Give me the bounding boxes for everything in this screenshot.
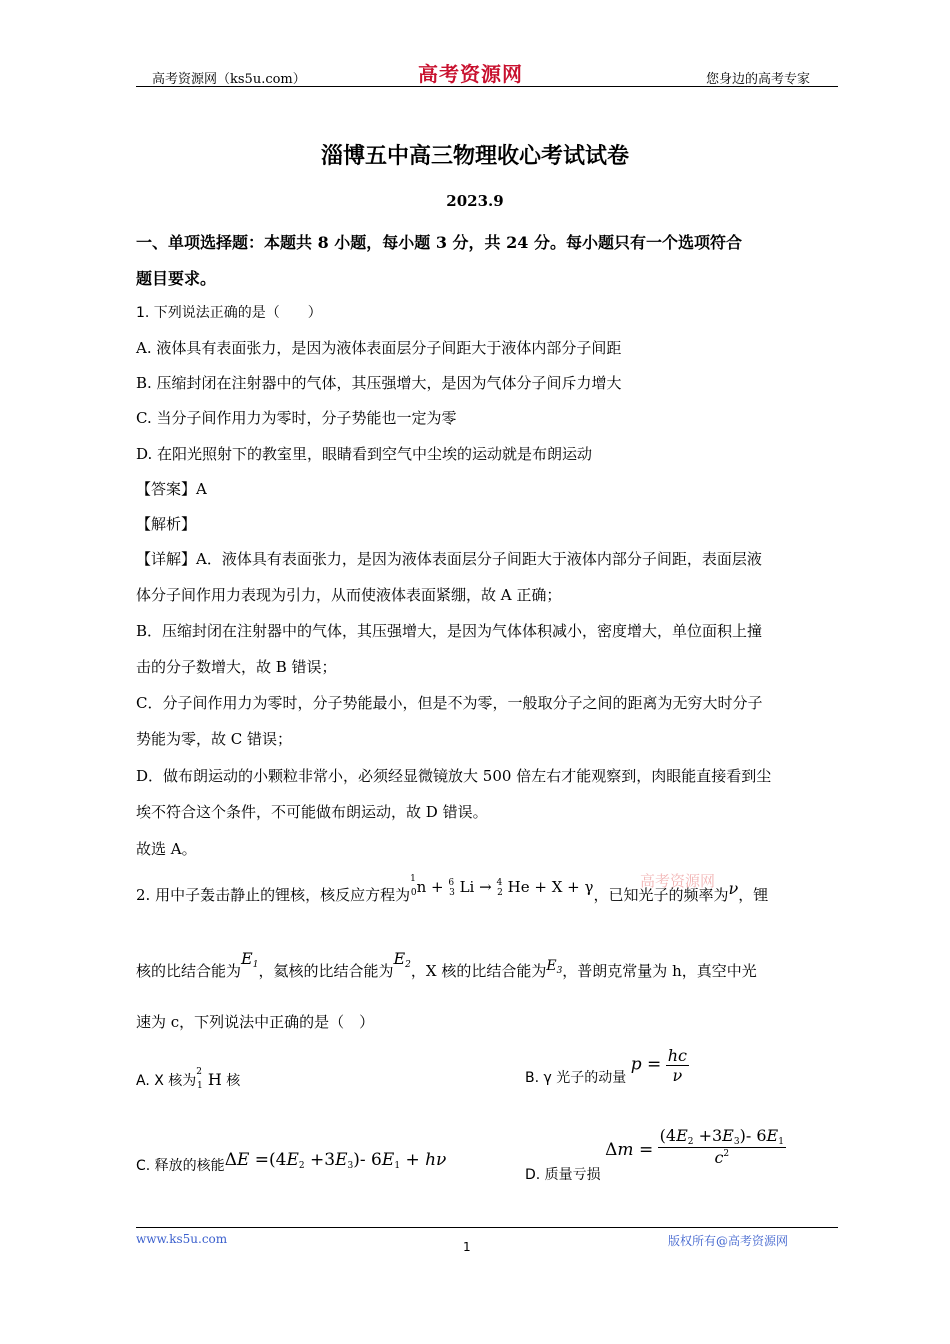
q2-option-c — [136, 1150, 447, 1174]
page-number: 1 — [463, 1240, 471, 1254]
q2-option-b-label: B. γ 光子的动量 — [525, 1069, 627, 1086]
q1-option-d: D. 在阳光照射下的教室里，眼睛看到空气中尘埃的运动就是布朗运动 — [136, 445, 593, 463]
site-logo: 高考资源网 — [418, 62, 523, 86]
q2-option-a-tail: 核 — [226, 1073, 241, 1089]
q2-stem-a: 2. 用中子轰击静止的锂核，核反应方程为 — [136, 886, 411, 904]
energy-formula: $\Delta E =(4E_2 +3E_3)-$ $6E_1 + h\nu$ — [224, 1150, 447, 1171]
q1-conclusion: 故选 A。 — [136, 840, 197, 858]
page-title: 淄博五中高三物理收心考试试卷 — [320, 143, 629, 169]
nuclear-reaction-equation: $^1_0$n + $^6_3$ Li → $^4_2$ He + X + γ — [410, 874, 594, 898]
q2-stem-b: ，已知光子的频率为 — [593, 886, 729, 904]
momentum-formula: p = — [630, 1054, 662, 1075]
mass-defect-fraction: $\frac{(4E_2 +3E_3)- 6E_1}{c^2}$ — [659, 1126, 784, 1167]
q1-detail-line7: D．做布朗运动的小颗粒非常小，必须经显微镜放大 500 倍左右才能观察到，肉眼能直接看到尘 — [136, 767, 772, 785]
mass-defect-formula: Δm = — [605, 1139, 654, 1160]
q1-detail-line1: 【详解】A．液体具有表面张力，是因为液体表面层分子间距大于液体内部分子间距，表面层液 — [136, 550, 762, 568]
footer-rule — [136, 1227, 838, 1228]
q2-line2-a: 核的比结合能为 — [136, 962, 242, 980]
q2-option-a — [136, 1067, 241, 1091]
q1-detail-line3: B．压缩封闭在注射器中的气体，其压强增大，是因为气体体积减小，密度增大，单位面积上撞 — [136, 622, 763, 640]
q1-detail-line5: C．分子间作用力为零时，分子势能最小，但是不为零，一般取分子之间的距离为无穷大时分子 — [136, 694, 763, 712]
q1-detail-line8: 埃不符合这个条件，不可能做布朗运动，故 D 错误。 — [136, 803, 488, 821]
header-rule — [136, 86, 838, 87]
section-heading-line2: 题目要求。 — [136, 269, 217, 288]
faint-watermark: 高考资源网 — [640, 872, 716, 890]
q1-detail-line6: 势能为零，故 C 错误； — [136, 730, 293, 748]
q1-detail-line4: 击的分子数增大，故 B 错误； — [136, 658, 337, 676]
q2-option-d — [525, 1126, 786, 1183]
q2-stem-line3: 速为 c，下列说法中正确的是（ ） — [136, 1013, 375, 1031]
q2-line2-b: ，氦核的比结合能为 — [258, 962, 394, 980]
q2-line2-d: ，普朗克常量为 h，真空中光 — [562, 962, 757, 980]
q1-analysis-label: 【解析】 — [136, 515, 197, 533]
exam-date: 2023.9 — [446, 192, 504, 210]
q2-option-b — [525, 1046, 689, 1085]
momentum-fraction: $\frac{hc}{\nu}$ — [667, 1046, 687, 1085]
frequency-symbol: ν — [728, 879, 739, 898]
q2-option-a-label: A. X 核为 — [136, 1073, 197, 1089]
footer-copyright: 版权所有@高考资源网 — [668, 1234, 789, 1248]
q1-stem: 1. 下列说法正确的是（ ） — [136, 305, 322, 321]
e1-symbol: $E_1$ — [241, 949, 259, 970]
footer-link[interactable]: www.ks5u.com — [136, 1232, 228, 1246]
q1-option-c: C. 当分子间作用力为零时，分子势能也一定为零 — [136, 409, 457, 427]
section-heading-line1: 一、单项选择题：本题共 8 小题，每小题 3 分，共 24 分。每小题只有一个选项符合 — [136, 233, 742, 252]
q1-answer: 【答案】A — [136, 480, 207, 498]
q2-line2-c: ，X 核的比结合能为 — [410, 962, 547, 980]
e3-symbol: $E_3$ — [546, 958, 563, 976]
header-left: 高考资源网（ks5u.com） — [152, 72, 306, 87]
q2-stem-line2 — [136, 949, 757, 982]
q1-option-a: A. 液体具有表面张力，是因为液体表面层分子间距大于液体内部分子间距 — [136, 339, 622, 357]
q2-option-c-label: C. 释放的核能 — [136, 1158, 225, 1174]
q1-option-b: B. 压缩封闭在注射器中的气体，其压强增大，是因为气体分子间斥力增大 — [136, 374, 622, 392]
e2-symbol: $E_2$ — [393, 949, 411, 970]
header-right: 您身边的高考专家 — [706, 72, 811, 87]
q2-option-d-label: D. 质量亏损 — [525, 1166, 601, 1183]
q2-stem-c: ，锂 — [738, 886, 769, 904]
deuterium-symbol: $^2_1$ H — [196, 1067, 222, 1091]
q1-detail-line2: 体分子间作用力表现为引力，从而使液体表面紧绷，故 A 正确； — [136, 586, 562, 604]
